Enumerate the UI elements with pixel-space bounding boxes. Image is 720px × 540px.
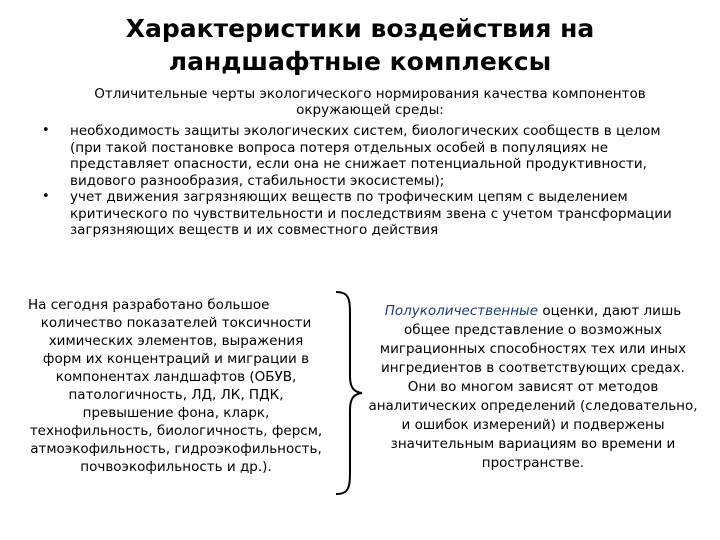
- indicators-text: [28, 296, 324, 476]
- indicators-rest: количество показателей токсичности химических элементов, выражения форм их концентраций и миграции в компонентах ландшафтов (ОБУВ, патологичность, ЛД, ЛК, ПДК, превышение фона, кларк, технофильность, биологичность, ферсм, атмоэкофильность, гидроэкофильность, почвоэкофильность и др.).: [29, 315, 323, 475]
- intro-text: Отличительные черты экологического нормирования качества компонентов окружающей среды:: [94, 86, 646, 118]
- bullet-icon: •: [42, 189, 50, 204]
- page-title: [100, 12, 620, 78]
- list-item: [40, 189, 680, 239]
- indicators-first-line: На сегодня разработано большое: [28, 297, 270, 313]
- bullet-text: необходимость защиты экологических систем, биологических сообществ в целом (при такой постановке вопроса потеря отдельных особей в популяциях не представляет опасности, если она не снижает потенциальной продуктивности, видового разнообразия, стабильности экосистемы);: [70, 123, 661, 189]
- title-line-1: Характеристики воздействия на: [125, 14, 595, 43]
- title-line-2: ландшафтные комплексы: [168, 47, 552, 76]
- bullet-list: [40, 123, 680, 239]
- bullet-text: учет движения загрязняющих веществ по трофическим цепям с выделением критического по чувствительности и последствиям звена с учетом трансформации загрязняющих веществ и их совместного действия: [70, 189, 672, 238]
- bullet-icon: •: [42, 123, 50, 138]
- semi-quantitative-rest: оценки, дают лишь общее представление о возможных миграционных способностях тех или иных ингредиентов в соответствующих средах. Они во многом зависят от методов аналитических определений (следовательно, и ошибок измерений) и подвержены значительным вариациям во времени и пространстве.: [368, 303, 698, 471]
- list-item: [40, 123, 680, 189]
- semi-quantitative-text: [366, 302, 700, 473]
- semi-quantitative-term: Полуколичественные: [384, 303, 539, 319]
- curly-brace-icon: [328, 288, 368, 498]
